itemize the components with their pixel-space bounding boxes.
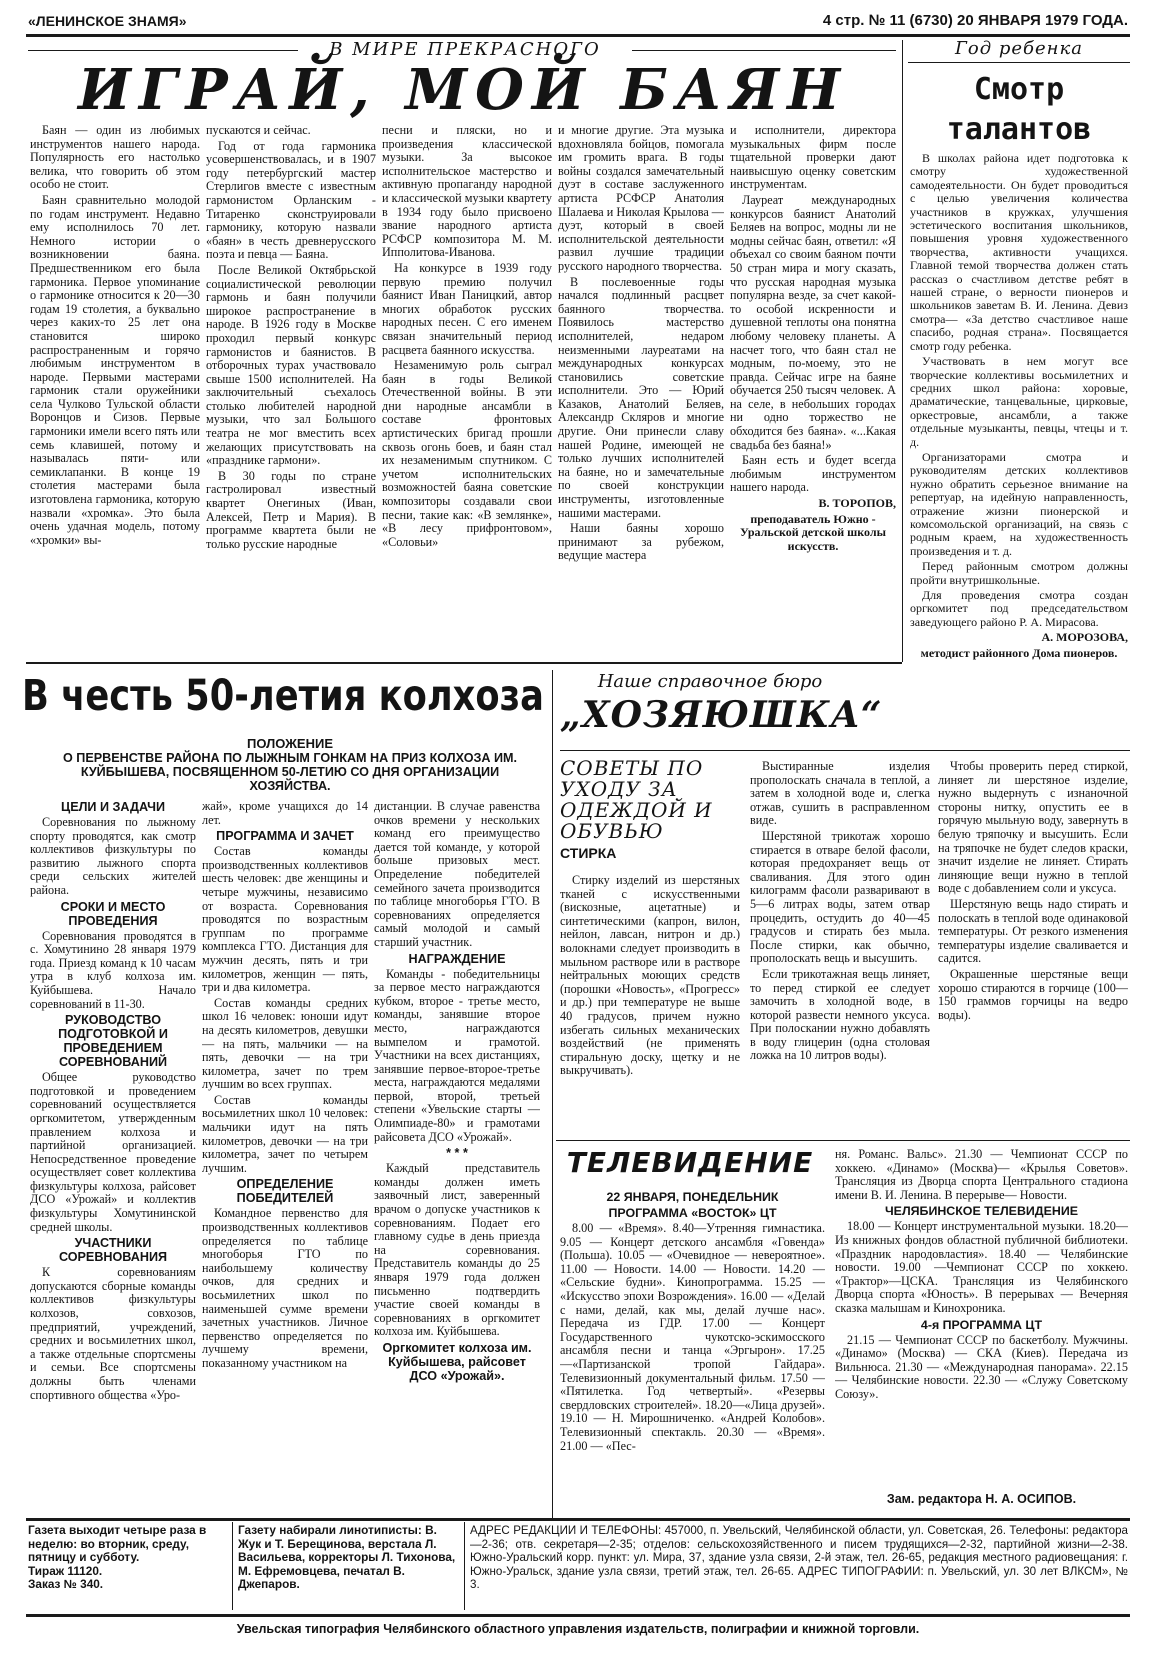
paragraph: Шерстяной трикотаж хорошо стирается в отваре белой фасоли, которая предохраняет вещь от сваливания. Для этого один килограмм фасоли разваривают в 5—6 литрах воды, затем отвар процедить, остудить до 40—45 градусов и стирать без мыла. После стирки, как обычно, прополоскать вещь и высушить.	[750, 828, 930, 966]
paragraph: пускаются и сейчас.	[206, 124, 311, 137]
kolkhoz-doc-subtitle: О ПЕРВЕНСТВЕ РАЙОНА ПО ЛЫЖНЫМ ГОНКАМ НА ПРИЗ КОЛХОЗА ИМ. КУЙБЫШЕВА, ПОСВЯЩЕННОМ 50-ЛЕТИЮ СО ДНЯ ОРГАНИЗАЦИИ ХОЗЯЙСТВА.	[62, 751, 518, 793]
paragraph: В послевоенные годы начался подлинный расцвет баянного творчества. Появилось мастерство исполнителей, недаром неизменными лауреатами на международных конкурсах становились советские исполнители. Это — Юрий Казаков, Анатолий Беляев, Александр Скляров и многие другие. Они принесли славу нашей Родине, имеющей не только лучших исполнителей на баяне, но и замечательные по своей конструкции инструменты, изготовленные нашими мастерами.	[558, 274, 724, 520]
paragraph: Баян сравнительно молодой по годам инструмент. Недавно ему исполнилось 70 лет. Немного истории о возникновении баяна. Предшественником его была гармоника. Первое упоминание о гармонике относится к 20—30 годам 19 столетия, а буквально через каких-то 25 лет она становится широко распространенным и горячо любимым инструментом в народе. Первыми мастерами гармоник стали оружейники села Чулково Тульской области Воронцов и Сизов. Первые гармоники имели всего пять или семь клавишей, потому и называлась пяти- или семиклапанки. В конце 19 столетия мастерами была изготовлена гармоника, которую назвали «хромка». Это была очень удачная модель, потому «хромки» вы-	[30, 192, 200, 547]
tv-col-1	[560, 1190, 825, 1510]
khozyushka-headline: „ХОЗЯЮШКА“	[560, 694, 883, 736]
paragraph: После Великой Октябрьской социалистической революции гармонь и баян получили широкое распространение в народе. В 1926 году в Москве проходил первый конкурс гармонистов и баянистов. В отборочных турах участвовало свыше 1500 исполнителей. На заключительный съехалось столько любителей народной музыки, что зал Большого театра не мог вместить всех желающих присутствовать на «празднике гармони».	[206, 262, 376, 468]
kolkhoz-col-2	[202, 800, 368, 1515]
paragraph: Выстиранные изделия прополоскать сначала в теплой, а затем в холодной воде и, слегка отжав, сушить в расправленном виде.	[750, 760, 930, 828]
khozyushka-col-3	[938, 760, 1128, 1135]
khozyushka-col-2	[750, 760, 930, 1135]
paragraph: Соревнования по лыжному спорту проводятся, как смотр коллективов физкультуры по развитию лыжного спорта среди сельских жителей района.	[30, 815, 196, 897]
paragraph: Незаменимую роль сыграл баян в годы Великой Отечественной войны. В эти дни народные ансамбли в составе фронтовых артистических бригад прошли сквозь огонь боев, и баян стал их незаменимым спутником. С учетом исполнительских возможностей баяна советские композиторы создавали свои песни, такие как: «В землянке», «В лесу прифронтовом», «Соловьи»	[382, 358, 552, 549]
rubric-rule-right	[632, 50, 896, 51]
smotr-rubric-rule	[908, 62, 1130, 63]
kolkhoz-doc-title: ПОЛОЖЕНИЕ	[246, 736, 334, 751]
tv-program-title: ПРОГРАММА «ВОСТОК» ЦТ	[608, 1206, 777, 1220]
paragraph: Чтобы проверить перед стиркой, линяет ли шерстяное изделие, нужно выдернуть с изнаночной стороны нитку, опустить ее в горячую мыльную воду, завернуть в белую тряпочку и высушить. Если на тряпочке не будет следов краски, значит изделие не линяет. Стирать линяющие вещи нужно в теплой воде с добавлением соли и уксуса.	[938, 760, 1128, 896]
paragraph: песни и пляски, но и произведения классической музыки. За высокое исполнительское мастерство и активную пропаганду народной и классической музыки квартету в 1934 году было присвоено звание народного артиста РСФСР композитора М. М. Ипполитова-Иванова.	[382, 124, 552, 260]
tirazh: Тираж 11120.	[28, 1563, 103, 1578]
zakaz: Заказ № 340.	[28, 1577, 104, 1591]
section-heading: УЧАСТНИКИ СОРЕВНОВАНИЯ	[58, 1236, 168, 1265]
section-heading: ОПРЕДЕЛЕНИЕ ПОБЕДИТЕЛЕЙ	[236, 1177, 334, 1206]
paragraph: Состав команды средних школ 16 человек: юноши идут на десять километров, девушки — на пять, мальчики — на пять, девочки — на три километра, зачет по трем лучшим во всех группах.	[202, 995, 368, 1092]
bayan-headline: ИГРАЙ, МОЙ БАЯН	[77, 57, 849, 123]
publication-schedule: Газета выходит четыре раза в неделю: во вторник, среду, пятницу и субботу.	[28, 1524, 207, 1564]
khozyushka-col-1	[560, 874, 740, 1139]
khozyushka-rubric: Наше справочное бюро	[597, 671, 823, 692]
paragraph: Окрашенные шерстяные вещи хорошо стираются в горчице (100—150 граммов горчицы на ведро воды).	[938, 966, 1128, 1022]
tv-headline: ТЕЛЕВИДЕНИЕ	[566, 1146, 814, 1179]
paragraph: Перед районным смотром должны пройти внутришкольные.	[910, 559, 1128, 587]
section-heading: ЦЕЛИ И ЗАДАЧИ	[61, 800, 165, 814]
smotr-bottom-rule	[560, 750, 1130, 751]
paragraph: Общее руководство подготовкой и проведением соревнований осуществляется оргкомитетом, утвержденным правлением колхоза и партийной организацией. Непосредственное проведение осуществляет совет коллектива физкультуры колхоза, райсовет ДСО «Урожай» и коллектив физкультуры Хомутининской средней школы.	[30, 1070, 196, 1234]
paragraph: 21.15 — Чемпионат СССР по баскетболу. Мужчины. «Динамо» (Москва) — СКА (Киев). Передача из Вильнюса. 21.30 — «Международная панорама». 22.15 — Челябинские новости. 22.30 — «Служу Советскому Союзу».	[835, 1332, 1128, 1401]
author-name: В. ТОРОПОВ,	[818, 496, 896, 511]
paragraph: Год от года гармоника усовершенствовалась, и в 1907 году петербургский мастер Стерлигов вместе с известным гармонистом Орланским - Титаренко сконструировали гармонику, которую назвали «баян» в честь древнерусского поэта и певца — Баяна.	[206, 138, 376, 262]
issue-line: 4 стр. № 11 (6730) 20 ЯНВАРЯ 1979 ГОДА.	[822, 12, 1128, 29]
paragraph: и исполнители, директора музыкальных фирм после тщательной проверки дают наивысшую оценку советским инструментам.	[730, 124, 896, 192]
kolkhoz-headline: В честь 50-летия колхоза	[22, 671, 544, 721]
paragraph: Состав команды восьмилетних школ 10 человек: мальчики идут на пять километров, девочки — на три километра, зачет по четырем лучшим.	[202, 1092, 368, 1175]
paragraph: ня. Романс. Вальс». 21.30 — Чемпионат СССР по хоккею. «Динамо» (Москва)— «Крылья Советов». Трансляция из Дворца спорта Центрального стадиона имени В. И. Ленина. В перерыве— Новости.	[835, 1148, 1128, 1202]
paragraph: 8.00 — «Время». 8.40—Утренняя гимнастика. 9.05 — Концерт детского ансамбля «Говенда» (Польша). 10.05 — «Очевидное — невероятное». 11.00 — Новости. 14.00 — Новости. 14.20 — «Сельские будни». Кинопрограмма. 15.25 — «Искусство эпохи Возрождения». 16.00 — «Делай с нами, делай, как мы, делай лучше нас». Передача из ГДР. 17.00 — Концерт Государственного чукотско-эскимосского ансамбля песни и танца «Эргырон». 17.25 —«Партизанской тропой Гайдара». Телевизионный документальный фильм. 17.50 — «Пятилетка. Год четвертый». «Резервы свердловских строителей». 18.20—«Лица друзей». 19.10 — Н. Мирошниченко. «Андрей Колобов». Телевизионный спектакль. 20.30 — «Время». 21.00 — «Пес-	[560, 1221, 825, 1453]
paragraph: Для проведения смотра создан оргкомитет под председательством заведующего районо Р. А. Мирасова.	[910, 588, 1128, 629]
khozyushka-section: СТИРКА	[560, 845, 617, 861]
masthead	[28, 10, 1128, 32]
tv-day: 22 ЯНВАРЯ, ПОНЕДЕЛЬНИК	[606, 1190, 779, 1204]
paragraph: Командное первенство для производственных коллективов определяется по таблице многоборья ГТО по наибольшему количеству очков, для средних и восьмилетних школ по наименьшей сумме времени зачетных участников. Личное первенство определяется по лучшему времени, показанному участником на	[202, 1206, 368, 1370]
paragraph: Баян — один из любимых инструментов нашего народа. Популярность его настолько велика, что говорить об этом особо не стоит.	[30, 124, 200, 192]
bayan-rubric: В МИРЕ ПРЕКРАСНОГО	[329, 39, 601, 60]
tv-col-2	[835, 1148, 1128, 1493]
kolkhoz-col-3	[374, 800, 540, 1515]
smotr-headline-1: Смотр	[973, 72, 1065, 107]
footer-box-3: АДРЕС РЕДАКЦИИ И ТЕЛЕФОНЫ: 457000, п. Увельский, Челябинской области, ул. Советская, 26. Телефоны: редактора—2-36; отв. секретаря—2-35; отделов: сельскохозяйственного и писем трудящихся—2-32, партийной жизни—2-38. Южно-Уральский корр. пункт: ул. Мира, 37, здание узла связи, 2-й этаж, тел. 26-65, редакция местного радиовещания: г. Южно-Уральск, здание узла связи, третий этаж, тел. 26-65. АДРЕС ТИПОГРАФИИ: п. Увельский, ул. 30 лет ВЛКСМ», № 3.	[470, 1524, 1128, 1591]
paragraph: К соревнованиям допускаются сборные команды коллективов физкультуры колхозов, совхозов, предприятий, учреждений, средних и восьмилетних школ, а также отдельные спортсмены и семьи. Все спортсмены должны быть членами спортивного общества «Уро-	[30, 1265, 196, 1402]
khozyushka-bottom-rule	[556, 1140, 1130, 1141]
tv-program-title: 4-я ПРОГРАММА ЦТ	[920, 1317, 1043, 1332]
masthead-rule	[26, 34, 1130, 37]
smotr-headline-2: талантов	[946, 112, 1092, 147]
section-heading: ПРОГРАММА И ЗАЧЕТ	[216, 829, 354, 844]
khozyushka-subhead: СОВЕТЫ ПО УХОДУ ЗА ОДЕЖДОЙ И ОБУВЬЮ	[560, 756, 713, 843]
bayan-col-1	[30, 124, 200, 654]
footer-divider-2	[464, 1522, 465, 1610]
rubric-rule-left	[28, 50, 298, 51]
paragraph: Организаторами смотра и руководителям детских коллективов нужно обратить серьезное внимание на репертуар, на идейную направленность, отражение жизни пионерской и комсомольской организаций, на связь с родным краем, на художественность произведения и т. д.	[910, 449, 1128, 558]
smotr-body	[910, 152, 1128, 707]
bayan-bottom-rule	[26, 662, 902, 664]
paper-name: «ЛЕНИНСКОЕ ЗНАМЯ»	[28, 13, 187, 29]
bayan-col-2	[206, 124, 376, 654]
bayan-col-5	[730, 124, 896, 654]
paragraph: На конкурсе в 1939 году первую премию получил баянист Иван Паницкий, автор многих обработок русских народных песен. С его именем связан значительный период расцвета баянного искусства.	[382, 260, 552, 357]
editor-line: Зам. редактора Н. А. ОСИПОВ.	[886, 1492, 1077, 1506]
footer-box-2: Газету набирали линотиписты: В. Жук и Т. Берещинова, верстала Л. Васильева, корректоры Л. Тихонова, М. Ефремовцева, печатал В. Джепаров.	[238, 1524, 456, 1591]
paragraph: и многие другие. Эта музыка вдохновляла бойцов, помогала им громить врага. В годы войны создался замечательный дуэт в составе заслуженного артиста РСФСР Анатолия Шалаева и Николая Крылова — дуэт, который в своей исполнительской деятельности развил лучшие традиции русского народного творчества.	[558, 124, 724, 273]
kolkhoz-col-1	[30, 800, 196, 1515]
paragraph: Команды - победительницы за первое место награждаются кубком, второе - третье место, команды, занявшие второе место, награждаются вымпелом и грамотой. Участники на всех дистанциях, занявшие первое-второе-третье места, награждаются медалями первой, второй, третьей степени «Увельские старты — Олимпиаде-80» и грамотами райсовета ДСО «Урожай».	[374, 966, 540, 1144]
footer-box-1	[28, 1524, 228, 1608]
kolkhoz-right-rule	[552, 670, 553, 1520]
bayan-frame-right	[902, 40, 903, 662]
paragraph: В 30 годы по стране гастролировал известный квартет Онегиных (Иван, Алексей, Петр и Мария). В программе квартета были не только русские народные	[206, 468, 376, 551]
paragraph: 18.00 — Концерт инструментальной музыки. 18.20—Из книжных фондов областной публичной библиотеки. «Праздник народовластия». 18.40 — Челябинские новости. 19.00 —Чемпионат СССР по хоккею. «Трактор»—ЦСКА. Трансляция из Челябинского Дворца спорта «Юность». В перерывах — Вечерняя сказка малышам и Кинохроника.	[835, 1219, 1128, 1315]
paragraph: Наши баяны хорошо принимают за рубежом, ведущие мастера	[558, 521, 724, 563]
paragraph: В школах района идет подготовка к смотру художественной самодеятельности. Он будет проводиться с целью увеличения количества участников в кружках, улучшения эстетического воспитания школьников, повышения уровня художественного творчества, активности учащихся. Главной темой творчества должен стать рассказ о счастливом детстве ребят в нашей стране, о верности пионеров и школьников заветам В. И. Ленина. Девиз смотра— «За детство счастливое наше спасибо, родная страна». Посвящается смотр году ребенка.	[910, 152, 1128, 353]
section-heading: РУКОВОДСТВО ПОДГОТОВКОЙ И ПРОВЕДЕНИЕМ СОРЕВНОВАНИЙ	[58, 1013, 168, 1070]
paragraph: Состав команды производственных коллективов шесть человек: две женщины и четыре мужчины, независимо от возраста. Соревнования проводятся по возрастным группам по программе комплекса ГТО. Дистанция для мужчин десять, пять и три километров, женщин — пять, три и два километра.	[202, 844, 368, 995]
footer-top-rule	[26, 1518, 1130, 1521]
paragraph: Участвовать в нем могут все творческие коллективы восьмилетних и средних школ района: хоровые, драматические, танцевальные, цирковые, оркестровые, ансамбли, а также отдельные музыканты, певцы, чтецы и т. д.	[910, 354, 1128, 449]
signature: Оргкомитет колхоза им. Куйбышева, райсовет ДСО «Урожай».	[382, 1340, 532, 1383]
author-title: преподаватель Южно - Уральской детской школы искусств.	[740, 511, 886, 553]
printer-line: Увельская типография Челябинского областного управления издательств, полиграфии и книжной торговли.	[236, 1622, 920, 1636]
bayan-col-4	[558, 124, 724, 654]
paragraph: Если трикотажная вещь линяет, то перед стиркой ее следует замочить в холодной воде, в которой развести немного уксуса. При полоскании нужно добавлять в воду глицерин (одна столовая ложка на 10 литров воды).	[750, 966, 930, 1063]
paragraph: Соревнования проводятся в с. Хомутинино 28 января 1979 года. Приезд команд к 10 часам утра в клуб колхоза им. Куйбышева. Начало соревнований в 11-30.	[30, 928, 196, 1011]
smotr-rubric: Год ребенка	[954, 38, 1084, 59]
paragraph: Стирку изделий из шерстяных тканей с искусственными (вискозные, ацетатные) и синтетическими (капрон, вилон, нейлон, лавсан, нитрон и др.) волокнами следует производить в мыльном растворе или в растворе нейтральных моющих средств (порошки «Новость», «Прогресс» и др.) при температуре не выше 40 градусов, причем нужно избегать сильных механических воздействий (не применять стиральную доску, щетку и не выкручивать).	[560, 874, 740, 1078]
separator-stars: * * *	[446, 1146, 468, 1161]
bayan-col-3	[382, 124, 552, 654]
paragraph: дистанции. В случае равенства очков времени у нескольких команд его преимущество дается той команде, у которой больше призовых мест. Определение победителей семейного зачета производится по таблице многоборья ГТО. В соревнованиях определяется самый молодой и самый старший участник.	[374, 800, 540, 949]
paragraph: жай», кроме учащихся до 14 лет.	[202, 800, 368, 827]
section-heading: СРОКИ И МЕСТО ПРОВЕДЕНИЯ	[60, 899, 166, 928]
author-name: А. МОРОЗОВА,	[1041, 630, 1128, 645]
paragraph: Каждый представитель команды должен иметь заявочный лист, заверенный врачом о допуске участников к соревнованиям. Подает его главному судье в день приезда на соревнования. Представитель команды до 25 января 1979 года должен письменно подтвердить участие своей команды в соревнованиях в оргкомитет колхоза им. Куйбышева.	[374, 1161, 540, 1339]
paragraph: Шерстяную вещь надо стирать и полоскать в теплой воде одинаковой температуры. От резкого изменения температуры изделие сваливается и садится.	[938, 896, 1128, 966]
author-title: методист районного Дома пионеров.	[920, 645, 1118, 660]
section-heading: НАГРАЖДЕНИЕ	[408, 951, 506, 966]
tv-program-title: ЧЕЛЯБИНСКОЕ ТЕЛЕВИДЕНИЕ	[884, 1204, 1079, 1219]
footer-mid-rule	[26, 1614, 1130, 1617]
paragraph: Баян есть и будет всегда любимым инструментом нашего народа.	[730, 453, 896, 495]
paragraph: Лауреат международных конкурсов баянист Анатолий Беляев на вопрос, модны ли не модны сейчас баян, ответил: «Я объехал со своим баяном почти 50 стран мира и могу сказать, что русская народная музыка популярна везде, за счет какой-то особой искренности и душевной теплоты она понятна любому человеку планеты. А насчет того, что баян стал не модным, по-моему, это не правда. Сейчас игре на баяне обучается 250 тысяч человек. А на селе, в небольших городах ни одно торжество не обходится без баяна». «...Какая свадьба без баяна!»	[730, 192, 896, 452]
footer-divider-1	[232, 1522, 233, 1610]
